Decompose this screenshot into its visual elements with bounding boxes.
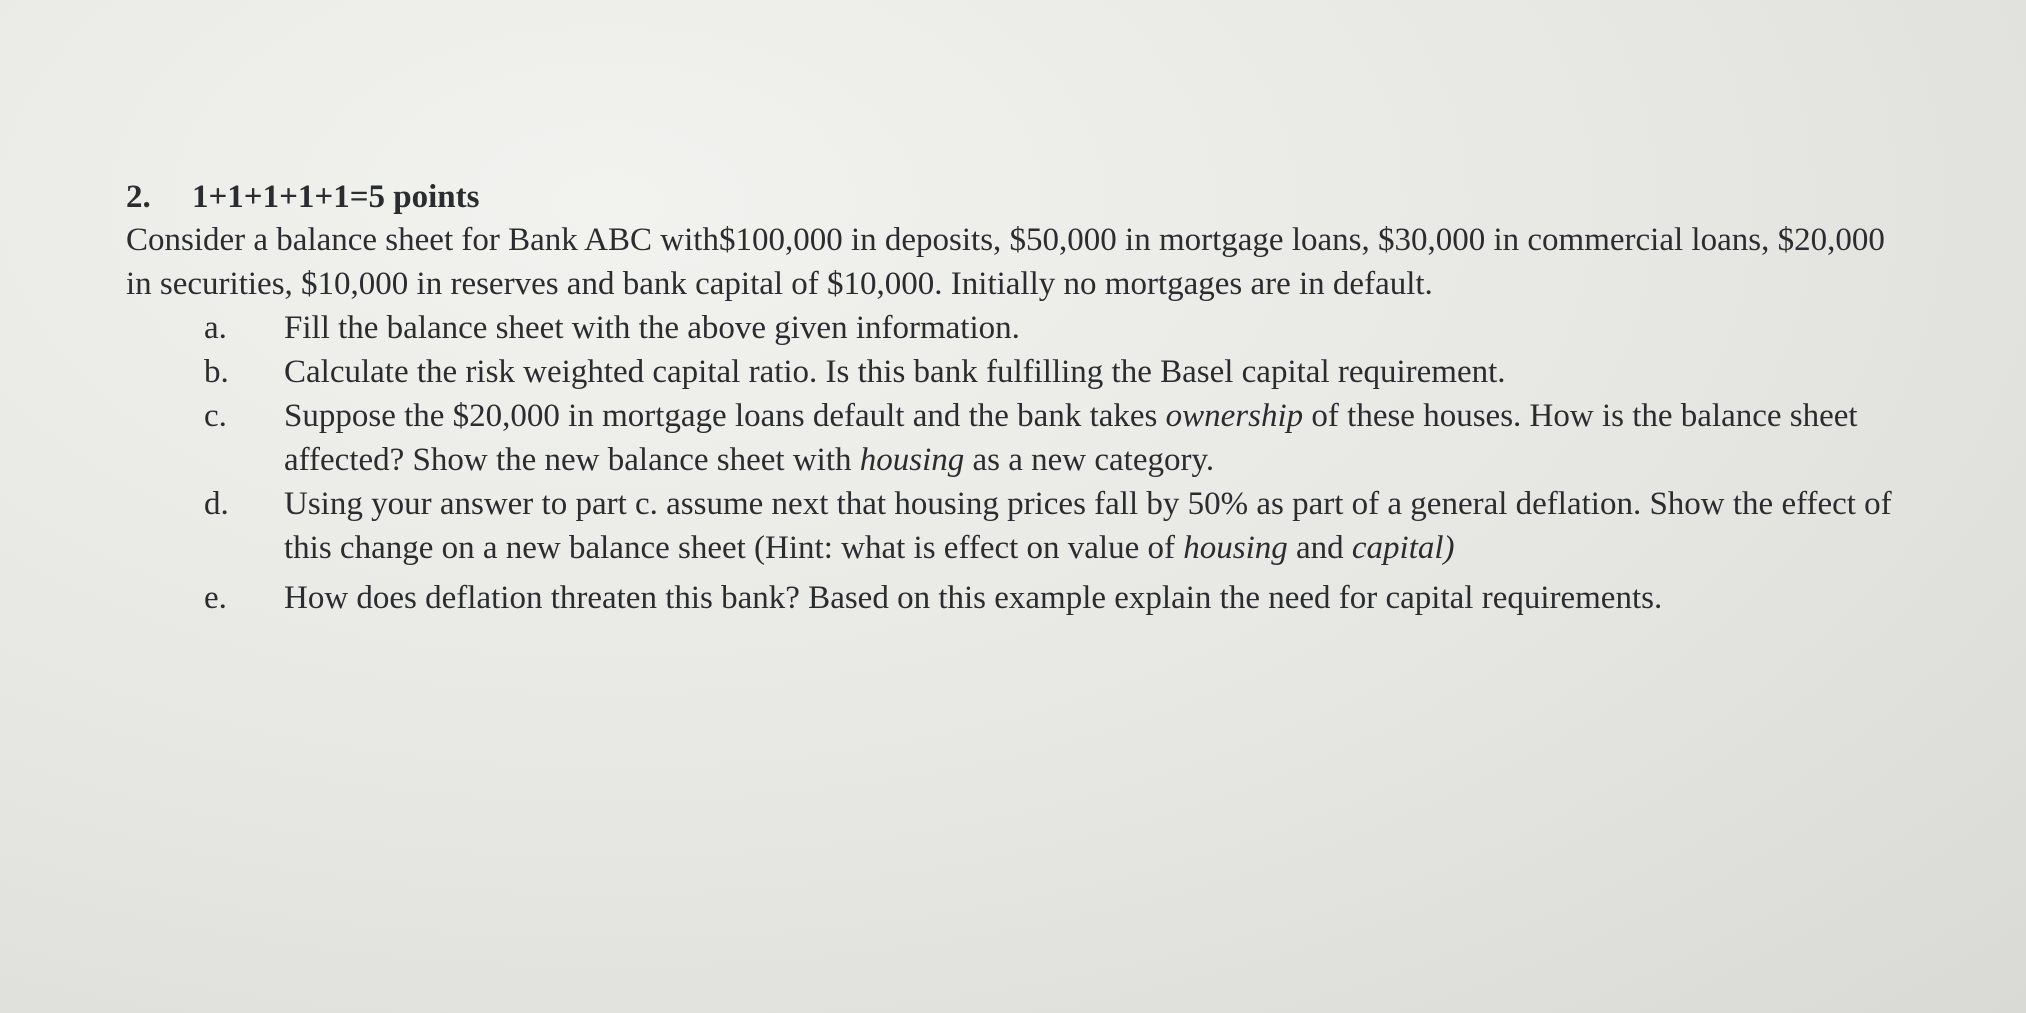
- part-c: [126, 394, 1926, 482]
- part-text: Fill the balance sheet with the above given information.: [284, 310, 1020, 346]
- part-letter: d.: [204, 486, 229, 522]
- question-parts: [126, 306, 1926, 620]
- emphasis-capital: capital): [1351, 530, 1455, 566]
- emphasis-housing: housing: [859, 442, 965, 478]
- question-header: [126, 176, 1926, 218]
- part-text: How does deflation threaten this bank? Based on this example explain the need for capital requirements.: [284, 580, 1663, 616]
- question-points: 1+1+1+1+1=5 points: [192, 179, 480, 215]
- question-2: [126, 176, 1926, 620]
- part-text: Calculate the risk weighted capital ratio. Is this bank fulfilling the Basel capital requirement.: [284, 354, 1506, 390]
- question-intro: Consider a balance sheet for Bank ABC with$100,000 in deposits, $50,000 in mortgage loans, $30,000 in commercial loans, $20,000 in securities, $10,000 in reserves and bank capital of $10,000. Initially no mortgages are in default.: [126, 222, 1885, 302]
- part-letter: e.: [204, 580, 227, 616]
- part-text: Using your answer to part c. assume next that housing prices fall by 50% as part of a general deflation. Show the effect of this change on a new balance sheet (Hint: what is effect on value of housing and capital): [284, 486, 1892, 566]
- emphasis-ownership: ownership: [1165, 398, 1304, 434]
- part-text: Suppose the $20,000 in mortgage loans default and the bank takes ownership of these houses. How is the balance sheet affected? Show the new balance sheet with housing as a new category.: [284, 398, 1858, 478]
- part-d: [126, 482, 1926, 570]
- question-number: 2.: [126, 179, 151, 215]
- part-letter: b.: [204, 354, 229, 390]
- part-e: [126, 576, 1926, 620]
- part-a: [126, 306, 1926, 350]
- part-letter: a.: [204, 310, 227, 346]
- part-letter: c.: [204, 398, 227, 434]
- emphasis-housing: housing: [1183, 530, 1288, 566]
- part-b: [126, 350, 1926, 394]
